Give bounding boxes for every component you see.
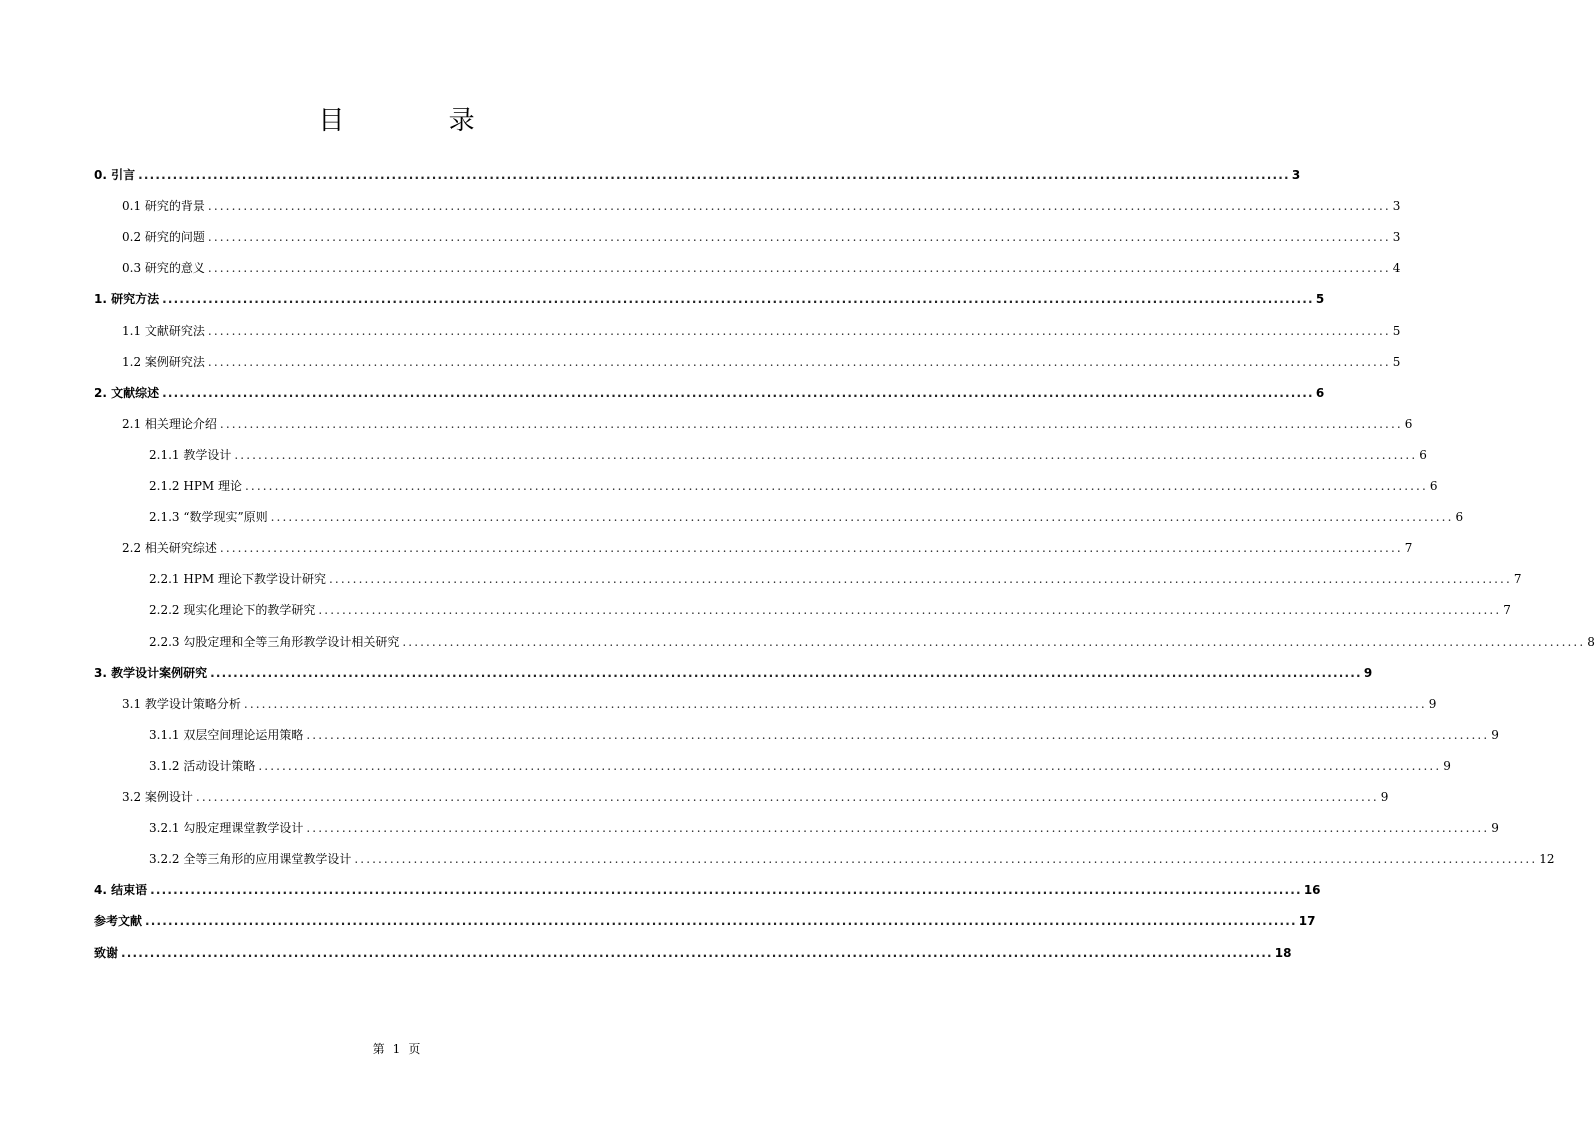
toc-entry[interactable]	[94, 289, 1325, 309]
toc-entry[interactable]	[94, 880, 1321, 900]
toc-entry-page: 7	[1404, 541, 1413, 555]
toc-dot-leader: ........................................................................................................................................................................................................	[234, 448, 1418, 462]
toc-entry-page: 8	[1587, 635, 1595, 649]
toc-entry[interactable]	[149, 445, 1427, 465]
toc-entry-page: 5	[1315, 292, 1325, 306]
toc-entry-label: 2.1.3 “数学现实”原则	[149, 510, 268, 524]
toc-entry[interactable]	[94, 911, 1316, 931]
toc-entry-label: 1. 研究方法	[94, 292, 160, 306]
toc-entry-label: 0.2 研究的问题	[122, 230, 205, 244]
toc-entry-label: 2. 文献综述	[94, 386, 160, 400]
toc-dot-leader: ........................................................................................................................................................................................................	[162, 292, 1314, 306]
toc-entry[interactable]	[122, 227, 1401, 247]
toc-entry[interactable]	[149, 756, 1451, 776]
toc-entry-label: 2.2 相关研究综述	[122, 541, 217, 555]
toc-entry[interactable]	[149, 600, 1511, 620]
toc-dot-leader: ........................................................................................................................................................................................................	[306, 821, 1490, 835]
toc-dot-leader: ........................................................................................................................................................................................................	[207, 355, 1391, 369]
toc-entry[interactable]	[94, 165, 1301, 185]
toc-dot-leader: ........................................................................................................................................................................................................	[219, 541, 1403, 555]
page-footer	[0, 1040, 793, 1057]
toc-dot-leader: ........................................................................................................................................................................................................	[258, 759, 1442, 773]
toc-dot-leader: ........................................................................................................................................................................................................	[219, 417, 1403, 431]
toc-entry[interactable]	[149, 476, 1438, 496]
toc-entry-label: 2.1.2 HPM 理论	[149, 479, 242, 493]
toc-entry-page: 3	[1392, 230, 1401, 244]
toc-dot-leader: ........................................................................................................................................................................................................	[270, 510, 1454, 524]
toc-entry-label: 3.1.2 活动设计策略	[149, 759, 256, 773]
toc-entry-label: 1.1 文献研究法	[122, 324, 205, 338]
toc-entry-page: 9	[1428, 697, 1437, 711]
toc-dot-leader: ........................................................................................................................................................................................................	[207, 261, 1391, 275]
toc-entry[interactable]	[149, 849, 1555, 869]
toc-entry-label: 3.1.1 双层空间理论运用策略	[149, 728, 304, 742]
toc-dot-leader: ........................................................................................................................................................................................................	[138, 168, 1290, 182]
toc-entry[interactable]	[94, 383, 1325, 403]
toc-entry-page: 9	[1491, 728, 1499, 742]
toc-entry-page: 6	[1315, 386, 1325, 400]
toc-dot-leader: ........................................................................................................................................................................................................	[245, 479, 1428, 493]
toc-entry-label: 2.1 相关理论介绍	[122, 417, 217, 431]
toc-entry-page: 6	[1419, 448, 1427, 462]
toc-entry[interactable]	[122, 258, 1401, 278]
toc-entry[interactable]	[122, 538, 1413, 558]
toc-dot-leader: ........................................................................................................................................................................................................	[318, 603, 1502, 617]
toc-entry[interactable]	[149, 818, 1499, 838]
toc-entry[interactable]	[122, 321, 1401, 341]
toc-entry-label: 3.2.2 全等三角形的应用课堂教学设计	[149, 852, 352, 866]
toc-entry-label: 3.2.1 勾股定理课堂教学设计	[149, 821, 304, 835]
toc-entry[interactable]	[94, 663, 1373, 683]
toc-entry-label: 2.2.1 HPM 理论下教学设计研究	[149, 572, 326, 586]
toc-entry-page: 4	[1392, 261, 1401, 275]
toc-dot-leader: ........................................................................................................................................................................................................	[195, 790, 1379, 804]
toc-entry[interactable]	[149, 569, 1522, 589]
toc-entry-page: 9	[1443, 759, 1451, 773]
toc-entry-page: 9	[1491, 821, 1499, 835]
toc-entry-page: 6	[1429, 479, 1438, 493]
toc-dot-leader: ........................................................................................................................................................................................................	[207, 324, 1391, 338]
toc-entry-label: 1.2 案例研究法	[122, 355, 205, 369]
toc-entry-label: 2.1.1 教学设计	[149, 448, 232, 462]
toc-entry-label: 2.2.3 勾股定理和全等三角形教学设计相关研究	[149, 635, 400, 649]
toc-dot-leader: ........................................................................................................................................................................................................	[243, 697, 1427, 711]
toc-entry-page: 7	[1503, 603, 1511, 617]
toc-entry-label: 3. 教学设计案例研究	[94, 666, 208, 680]
toc-entry-page: 9	[1363, 666, 1373, 680]
toc-dot-leader: ........................................................................................................................................................................................................	[207, 230, 1391, 244]
toc-entry-page: 3	[1291, 168, 1301, 182]
toc-entry[interactable]	[94, 943, 1292, 963]
toc-entry[interactable]	[149, 507, 1464, 527]
toc-entry-page: 3	[1392, 199, 1401, 213]
toc-dot-leader: ........................................................................................................................................................................................................	[210, 666, 1362, 680]
toc-entry-page: 6	[1455, 510, 1464, 524]
toc-dot-leader: ........................................................................................................................................................................................................	[150, 883, 1302, 897]
toc-dot-leader: ........................................................................................................................................................................................................	[207, 199, 1391, 213]
toc-entry-label: 0.1 研究的背景	[122, 199, 205, 213]
toc-entry-label: 2.2.2 现实化理论下的教学研究	[149, 603, 316, 617]
toc-entry-label: 3.1 教学设计策略分析	[122, 697, 241, 711]
toc-entry-page: 9	[1380, 790, 1389, 804]
footer-prefix: 第	[372, 1042, 385, 1056]
toc-entry-page: 12	[1539, 852, 1555, 866]
toc-dot-leader: ........................................................................................................................................................................................................	[402, 635, 1586, 649]
toc-dot-leader: ........................................................................................................................................................................................................	[162, 386, 1314, 400]
toc-dot-leader: ........................................................................................................................................................................................................	[145, 914, 1297, 928]
toc-entry-page: 16	[1303, 883, 1321, 897]
toc-entry-page: 5	[1392, 355, 1401, 369]
toc-entry-label: 3.2 案例设计	[122, 790, 193, 804]
toc-entry[interactable]	[149, 632, 1595, 652]
footer-page-number: 1	[392, 1042, 401, 1056]
toc-dot-leader: ........................................................................................................................................................................................................	[354, 852, 1538, 866]
toc-dot-leader: ........................................................................................................................................................................................................	[329, 572, 1512, 586]
toc-entry[interactable]	[122, 414, 1413, 434]
toc-dot-leader: ........................................................................................................................................................................................................	[306, 728, 1490, 742]
toc-entry-label: 0. 引言	[94, 168, 136, 182]
toc-entry-label: 参考文献	[94, 914, 143, 928]
toc-entry-label: 4. 结束语	[94, 883, 148, 897]
footer-suffix: 页	[408, 1042, 421, 1056]
toc-entry-label: 0.3 研究的意义	[122, 261, 205, 275]
toc-entry[interactable]	[122, 787, 1389, 807]
toc-entry-page: 7	[1513, 572, 1522, 586]
toc-entry-page: 18	[1274, 946, 1292, 960]
toc-entry[interactable]	[122, 196, 1401, 216]
toc-entry[interactable]	[149, 725, 1499, 745]
toc-entry-label: 致谢	[94, 946, 119, 960]
toc-entry-page: 5	[1392, 324, 1401, 338]
toc-entry-page: 17	[1298, 914, 1316, 928]
page-title: 目 录	[318, 106, 523, 136]
toc-entry-page: 6	[1404, 417, 1413, 431]
toc-dot-leader: ........................................................................................................................................................................................................	[121, 946, 1273, 960]
toc-entry[interactable]	[122, 352, 1401, 372]
toc-entry[interactable]	[122, 694, 1437, 714]
